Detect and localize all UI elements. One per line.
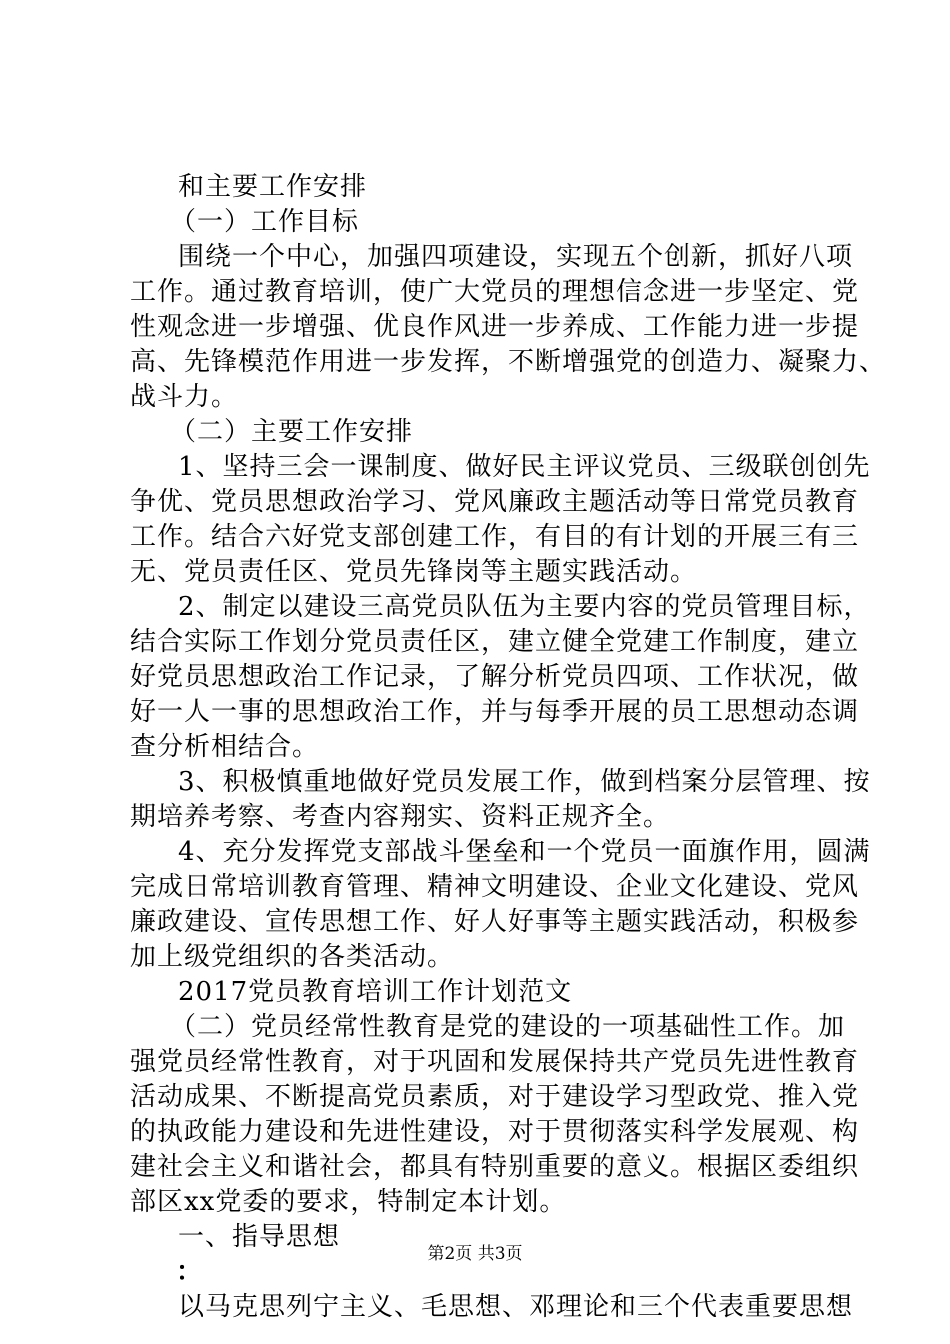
paragraph-line: 争优、党员思想政治学习、党风廉政主题活动等日常党员教育 — [130, 487, 860, 517]
paragraph-line: 强党员经常性教育，对于巩固和发展保持共产党员先进性教育 — [130, 1047, 860, 1077]
section-heading: （一）工作目标 — [170, 207, 360, 237]
paragraph-line: 工作。通过教育培训，使广大党员的理想信念进一步坚定、党 — [130, 277, 860, 307]
section-heading: （二）主要工作安排 — [170, 417, 414, 447]
paragraph-line: 好一人一事的思想政治工作，并与每季开展的员工思想动态调 — [130, 697, 860, 727]
paragraph-line: 1、坚持三会一课制度、做好民主评议党员、三级联创创先 — [178, 452, 871, 482]
paragraph-line: 完成日常培训教育管理、精神文明建设、企业文化建设、党风 — [130, 872, 860, 902]
section-heading: 一、指导思想 — [178, 1222, 341, 1252]
paragraph-line: 廉政建设、宣传思想工作、好人好事等主题实践活动，积极参 — [130, 907, 860, 937]
paragraph-line: 2、制定以建设三高党员队伍为主要内容的党员管理目标， — [178, 592, 871, 622]
paragraph-line: （二）党员经常性教育是党的建设的一项基础性工作。加 — [170, 1012, 846, 1042]
document-subtitle: 2017党员教育培训工作计划范文 — [178, 977, 573, 1007]
page-number-footer: 第2页 共3页 — [427, 1244, 523, 1264]
paragraph-line: 高、先锋模范作用进一步发挥，不断增强党的创造力、凝聚力、 — [130, 347, 887, 377]
paragraph-line: 4、充分发挥党支部战斗堡垒和一个党员一面旗作用，圆满 — [178, 837, 871, 867]
paragraph-line: 建社会主义和谐社会，都具有特别重要的意义。根据区委组织 — [130, 1152, 860, 1182]
paragraph-line: 活动成果、不断提高党员素质，对于建设学习型政党、推入党 — [130, 1082, 860, 1112]
document-body — [130, 170, 887, 1325]
text-line: 和主要工作安排 — [178, 172, 368, 202]
colon-mark: ： — [176, 1257, 204, 1287]
paragraph-line: 加上级党组织的各类活动。 — [130, 942, 455, 972]
paragraph-line: 以马克思列宁主义、毛思想、邓理论和三个代表重要思想 — [178, 1292, 854, 1322]
paragraph-line: 无、党员责任区、党员先锋岗等主题实践活动。 — [130, 557, 698, 587]
paragraph-line: 战斗力。 — [130, 382, 239, 412]
paragraph-line: 工作。结合六好党支部创建工作，有目的有计划的开展三有三 — [130, 522, 860, 552]
paragraph-line: 3、积极慎重地做好党员发展工作，做到档案分层管理、按 — [178, 767, 871, 797]
paragraph-line: 好党员思想政治工作记录，了解分析党员四项、工作状况，做 — [130, 662, 860, 692]
paragraph-line: 的执政能力建设和先进性建设，对于贯彻落实科学发展观、构 — [130, 1117, 860, 1147]
paragraph-line: 查分析相结合。 — [130, 732, 320, 762]
paragraph-line: 期培养考察、考查内容翔实、资料正规齐全。 — [130, 802, 671, 832]
paragraph-line: 部区xx党委的要求，特制定本计划。 — [130, 1187, 567, 1217]
paragraph-line: 围绕一个中心，加强四项建设，实现五个创新，抓好八项 — [178, 242, 854, 272]
paragraph-line: 结合实际工作划分党员责任区，建立健全党建工作制度，建立 — [130, 627, 860, 657]
paragraph-line: 性观念进一步增强、优良作风进一步养成、工作能力进一步提 — [130, 312, 860, 342]
